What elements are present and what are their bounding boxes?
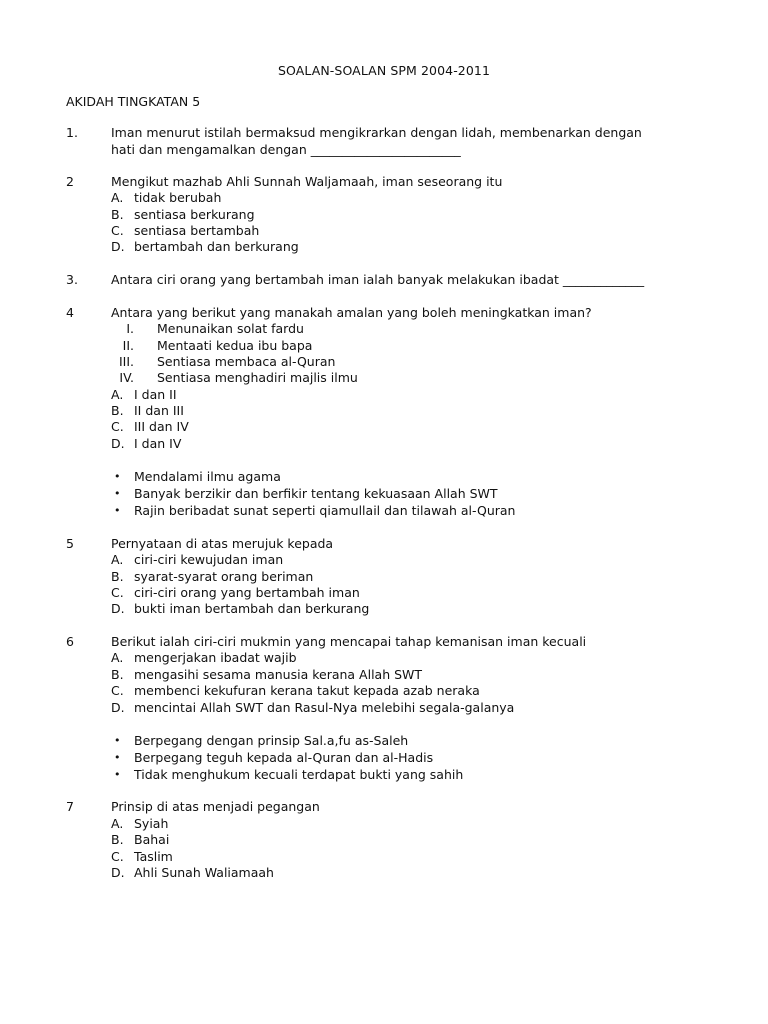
bullet-icon: • — [114, 470, 121, 483]
question-1-line-2: hati dan mengamalkan dengan ________________________ — [111, 142, 461, 157]
q4-option-letter-c: C. — [111, 419, 124, 434]
q2-option-text-c: sentiasa bertambah — [134, 223, 260, 238]
q5-option-letter-a: A. — [111, 552, 124, 567]
q2-option-text-b: sentiasa berkurang — [134, 207, 255, 222]
q4-roman-text-2: Mentaati kedua ibu bapa — [157, 338, 313, 353]
q6-option-letter-d: D. — [111, 700, 125, 715]
q4-roman-text-3: Sentiasa membaca al-Quran — [157, 354, 336, 369]
question-7-text: Prinsip di atas menjadi pegangan — [111, 799, 320, 814]
q7-option-letter-a: A. — [111, 816, 124, 831]
q5-option-text-b: syarat-syarat orang beriman — [134, 569, 314, 584]
q5-option-text-d: bukti iman bertambah dan berkurang — [134, 601, 370, 616]
bullet-icon: • — [114, 734, 121, 747]
q7-option-text-a: Syiah — [134, 816, 169, 831]
q7-option-text-b: Bahai — [134, 832, 170, 847]
q7-option-text-c: Taslim — [134, 849, 173, 864]
q6-option-text-b: mengasihi sesama manusia kerana Allah SWT — [134, 667, 423, 682]
bullet-item-2-3: Tidak menghukum kecuali terdapat bukti yang sahih — [134, 767, 464, 782]
question-5-text: Pernyataan di atas merujuk kepada — [111, 536, 334, 551]
bullet-item-2-2: Berpegang teguh kepada al-Quran dan al-Hadis — [134, 750, 434, 765]
q4-roman-numeral-1: I. — [126, 321, 134, 336]
q4-roman-numeral-2: II. — [122, 338, 134, 353]
q4-option-text-d: I dan IV — [134, 436, 182, 451]
q5-option-letter-b: B. — [111, 569, 124, 584]
subject-heading: AKIDAH TINGKATAN 5 — [66, 94, 201, 109]
bullet-item-1-2: Banyak berzikir dan berfikir tentang kekuasaan Allah SWT — [134, 486, 498, 501]
q2-option-text-a: tidak berubah — [134, 190, 222, 205]
q4-option-text-a: I dan II — [134, 387, 177, 402]
q6-option-text-a: mengerjakan ibadat wajib — [134, 650, 297, 665]
q4-roman-text-1: Menunaikan solat fardu — [157, 321, 304, 336]
bullet-icon: • — [114, 751, 121, 764]
q6-option-letter-b: B. — [111, 667, 124, 682]
q5-option-letter-d: D. — [111, 601, 125, 616]
q2-option-letter-a: A. — [111, 190, 124, 205]
bullet-icon: • — [114, 768, 121, 781]
q2-option-text-d: bertambah dan berkurang — [134, 239, 299, 254]
bullet-icon: • — [114, 487, 121, 500]
q7-option-text-d: Ahli Sunah Waliamaah — [134, 865, 274, 880]
question-number-3: 3. — [66, 272, 78, 287]
q4-roman-text-4: Sentiasa menghadiri majlis ilmu — [157, 370, 358, 385]
q6-option-letter-c: C. — [111, 683, 124, 698]
bullet-item-1-3: Rajin beribadat sunat seperti qiamullail dan tilawah al-Quran — [134, 503, 516, 518]
q4-option-letter-a: A. — [111, 387, 124, 402]
q2-option-letter-d: D. — [111, 239, 125, 254]
question-1-line-1: Iman menurut istilah bermaksud mengikrarkan dengan lidah, membenarkan dengan — [111, 125, 642, 140]
question-number-6: 6 — [66, 634, 74, 649]
q4-roman-numeral-4: IV. — [119, 370, 134, 385]
q4-option-text-b: II dan III — [134, 403, 184, 418]
q6-option-letter-a: A. — [111, 650, 124, 665]
document-title: SOALAN-SOALAN SPM 2004-2011 — [277, 63, 491, 78]
question-2-text: Mengikut mazhab Ahli Sunnah Waljamaah, iman seseorang itu — [111, 174, 503, 189]
question-number-1: 1. — [66, 125, 78, 140]
question-6-text: Berikut ialah ciri-ciri mukmin yang mencapai tahap kemanisan iman kecuali — [111, 634, 587, 649]
q6-option-text-d: mencintai Allah SWT dan Rasul-Nya melebihi segala-galanya — [134, 700, 515, 715]
q4-roman-numeral-3: III. — [118, 354, 134, 369]
bullet-item-1-1: Mendalami ilmu agama — [134, 469, 281, 484]
q2-option-letter-b: B. — [111, 207, 124, 222]
q5-option-text-c: ciri-ciri orang yang bertambah iman — [134, 585, 360, 600]
question-3-text: Antara ciri orang yang bertambah iman ialah banyak melakukan ibadat _____________ — [111, 272, 645, 287]
q4-option-letter-b: B. — [111, 403, 124, 418]
q4-option-text-c: III dan IV — [134, 419, 189, 434]
q6-option-text-c: membenci kekufuran kerana takut kepada azab neraka — [134, 683, 480, 698]
q5-option-text-a: ciri-ciri kewujudan iman — [134, 552, 284, 567]
q2-option-letter-c: C. — [111, 223, 124, 238]
question-4-text: Antara yang berikut yang manakah amalan yang boleh meningkatkan iman? — [111, 305, 592, 320]
q5-option-letter-c: C. — [111, 585, 124, 600]
q4-option-letter-d: D. — [111, 436, 125, 451]
q7-option-letter-d: D. — [111, 865, 125, 880]
bullet-item-2-1: Berpegang dengan prinsip Sal.a,fu as-Saleh — [134, 733, 409, 748]
question-number-5: 5 — [66, 536, 74, 551]
question-number-4: 4 — [66, 305, 74, 320]
q7-option-letter-c: C. — [111, 849, 124, 864]
bullet-icon: • — [114, 504, 121, 517]
question-number-7: 7 — [66, 799, 74, 814]
question-number-2: 2 — [66, 174, 74, 189]
q7-option-letter-b: B. — [111, 832, 124, 847]
